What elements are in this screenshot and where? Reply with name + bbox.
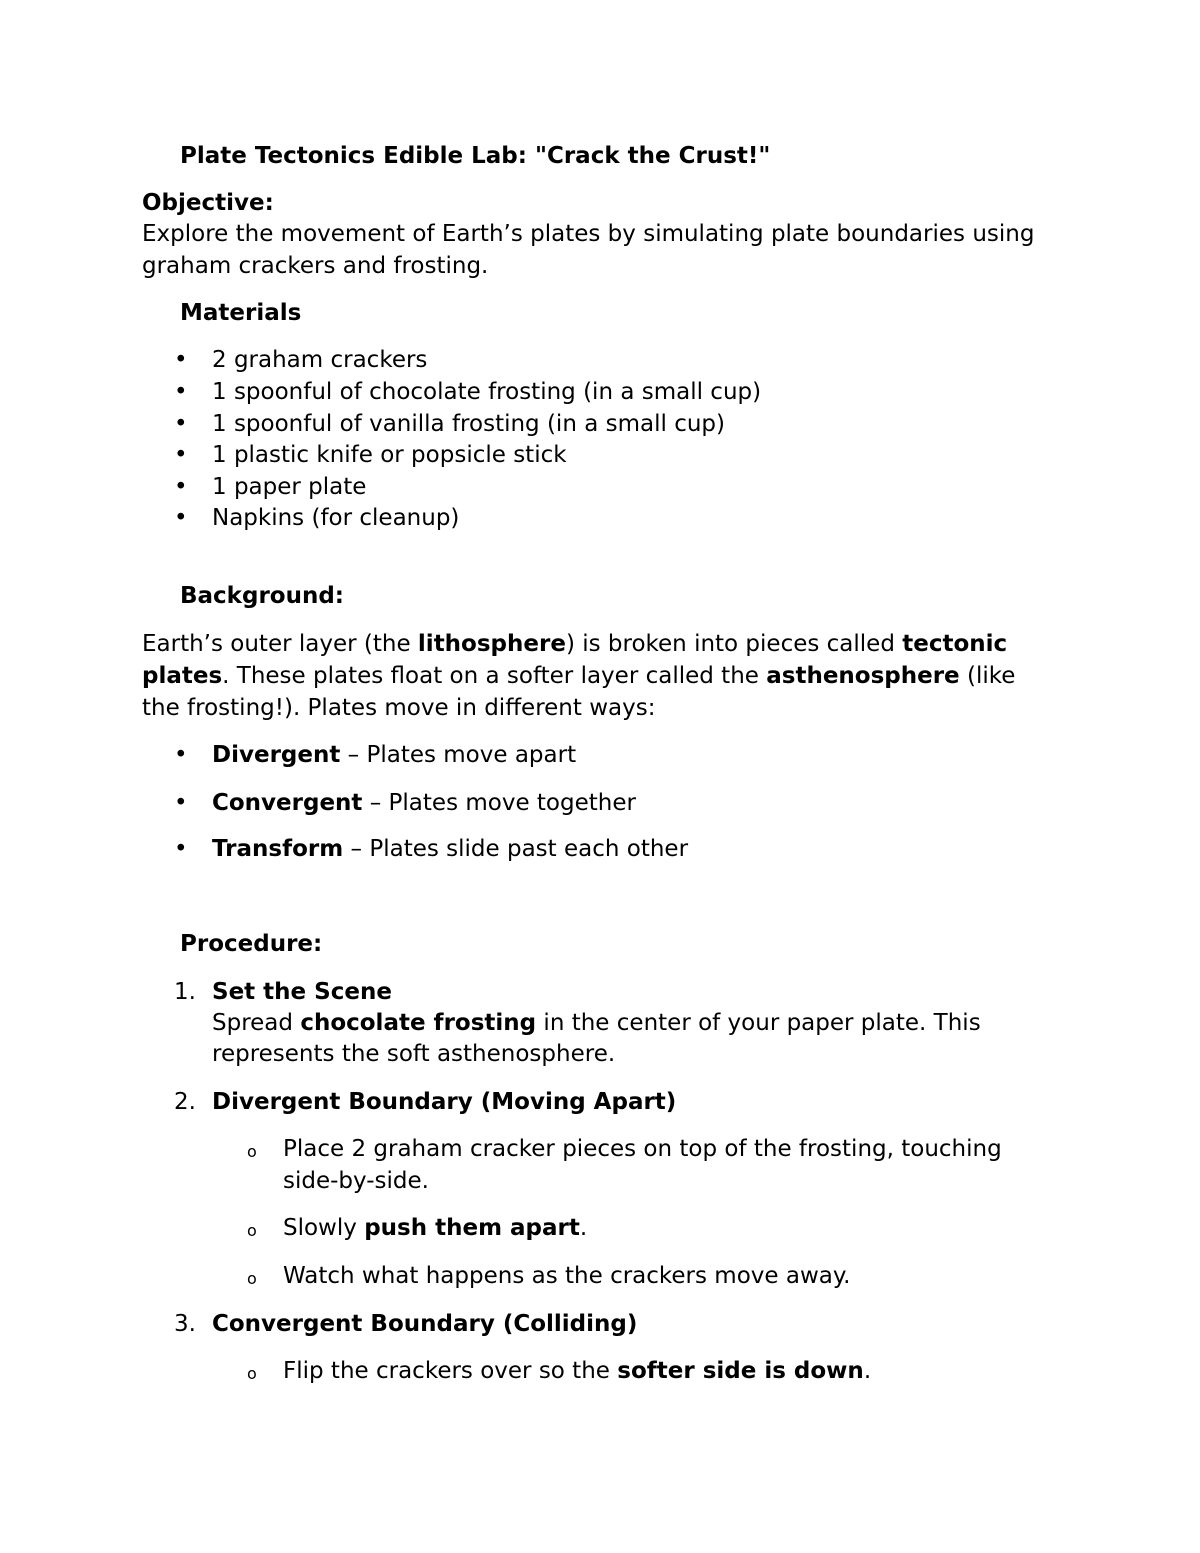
step-number: 3.: [174, 1311, 196, 1337]
bullet-icon: •: [174, 442, 188, 468]
bullet-icon: •: [174, 742, 188, 768]
step-number: 2.: [174, 1089, 196, 1115]
bullet-icon: •: [174, 505, 188, 531]
bullet-icon: •: [174, 790, 188, 816]
document-page: Plate Tectonics Edible Lab: "Crack the Crust!" Objective: Explore the movement of Earth’s plates by simulating plate boundaries using graham crackers and frosting. Materials • 2 graham crackers • 1 spoonful of chocolate frosting (in a small cup) • 1 spoonful of vanilla frosting (in a small cup) • 1 plastic knife or popsicle stick • 1 paper plate • Napkins (for cleanup) Background: Earth’s outer layer (the lithosphere) is broken into pieces called tectonic plates. These plates float on a softer layer called the asthenosphere (like the frosting!). Plates move in different ways: • Divergent – Plates move apart • Convergent – Plates move together • Transform – Plates slide past each other Procedure: 1. Set the Scene Spread chocolate frosting in the center of your paper plate. This represents the soft asthenosphere. 2. Divergent Boundary (Moving Apart) o Place 2 graham cracker pieces on top of the frosting, touching side-by-side. o Slowly push them apart. o Watch what happens as the crackers move away. 3. Convergent Boundary (Colliding) o Flip the crackers over so the softer side is down.: [0, 0, 1200, 1553]
circle-bullet-icon: o: [247, 1364, 257, 1383]
bullet-icon: •: [174, 379, 188, 405]
circle-bullet-icon: o: [247, 1221, 257, 1240]
page-title: Plate Tectonics Edible Lab: "Crack the Crust!": [180, 143, 771, 169]
step-title: Divergent Boundary (Moving Apart): [212, 1089, 677, 1115]
circle-bullet-icon: o: [247, 1269, 257, 1288]
bullet-icon: •: [174, 347, 188, 373]
background-heading: Background:: [180, 583, 344, 609]
bullet-icon: •: [174, 474, 188, 500]
step-title: Set the Scene: [212, 979, 392, 1005]
step-number: 1.: [174, 979, 196, 1005]
circle-bullet-icon: o: [247, 1142, 257, 1161]
materials-heading: Materials: [180, 300, 302, 326]
procedure-heading: Procedure:: [180, 931, 323, 957]
step-title: Convergent Boundary (Colliding): [212, 1311, 638, 1337]
objective-heading: Objective:: [142, 190, 274, 216]
bullet-icon: •: [174, 411, 188, 437]
objective-text: Explore the movement of Earth’s plates by simulating plate boundaries using graham crackers and frosting.: [142, 221, 1035, 279]
bullet-icon: •: [174, 836, 188, 862]
